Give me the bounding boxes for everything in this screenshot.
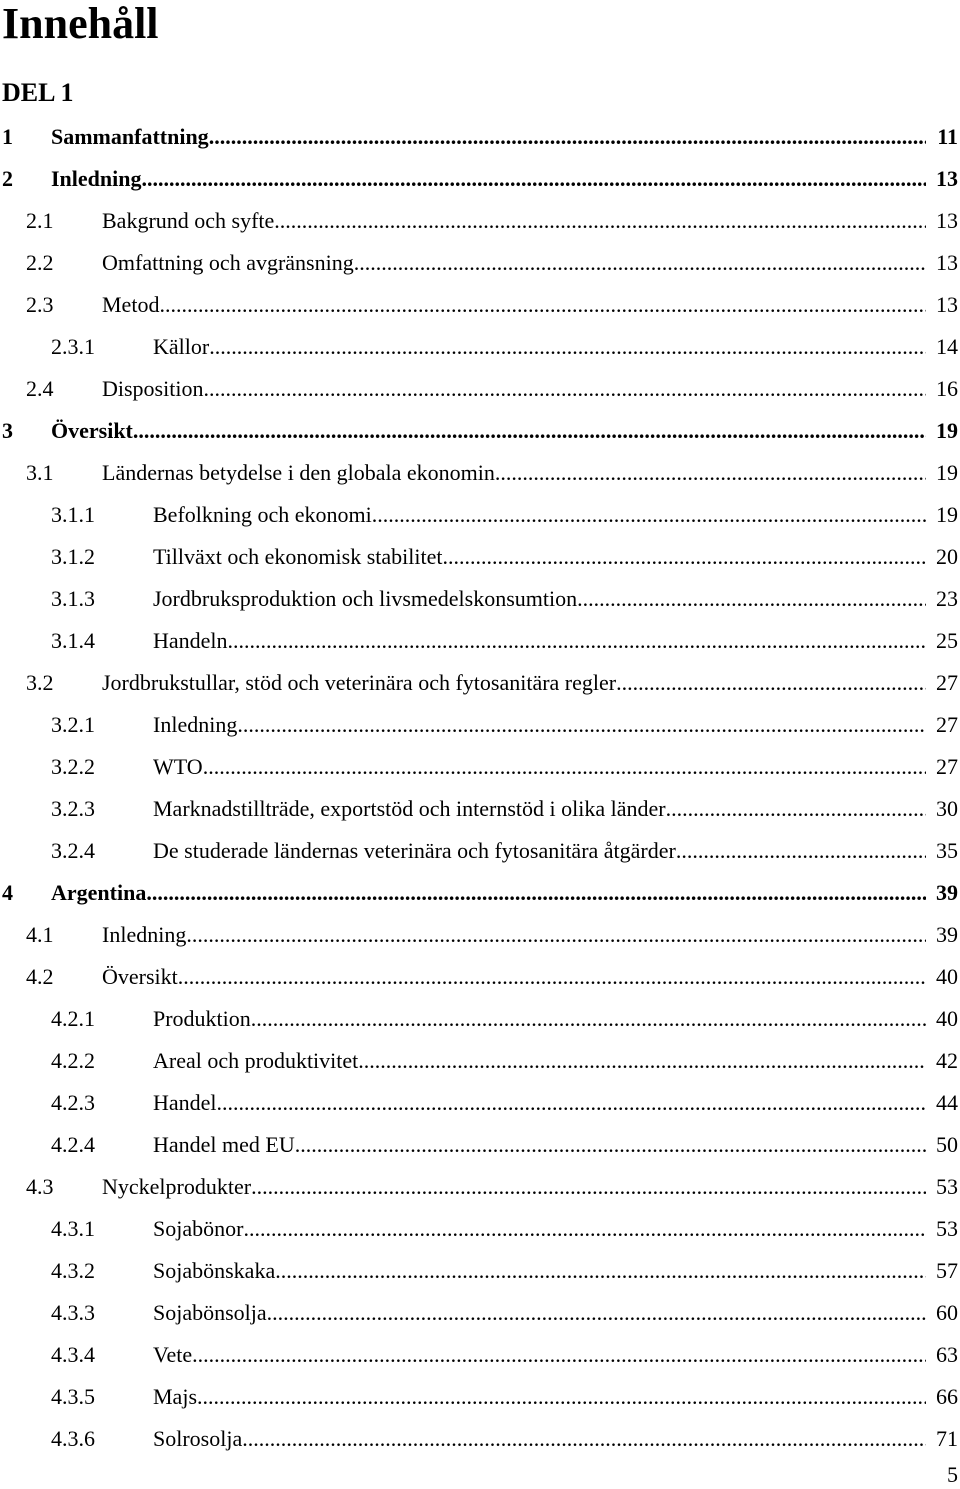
toc-entry-leader [153, 1208, 926, 1250]
toc-entry-page: 16 [936, 376, 958, 401]
toc-entry-label: Metod [102, 292, 160, 317]
toc-entry-number: 2.3.1 [51, 334, 95, 359]
toc-entry-leader [51, 158, 926, 200]
toc-entry-label: Nyckelprodukter [102, 1174, 252, 1199]
toc-dot-leader [275, 1250, 926, 1292]
toc-entry-leader [102, 1166, 926, 1208]
toc-entry-number: 4.2 [26, 964, 54, 989]
toc-entry-leader [102, 956, 926, 998]
toc-entry-page: 13 [936, 166, 958, 191]
toc-entry[interactable] [0, 830, 960, 872]
toc-entry-label: Solrosolja [153, 1426, 243, 1451]
toc-entry-leader [153, 1418, 926, 1460]
toc-dot-leader [237, 704, 926, 746]
toc-entry-leader [153, 326, 926, 368]
toc-entry[interactable] [0, 116, 960, 158]
toc-entry-leader [153, 788, 926, 830]
toc-entry-label: Argentina [51, 880, 147, 905]
toc-entry-label: Handel [153, 1090, 217, 1115]
toc-entry-label: Sojabönor [153, 1216, 244, 1241]
toc-entry-number: 4.3.5 [51, 1384, 95, 1409]
toc-entry-number: 4.1 [26, 922, 54, 947]
toc-entry-page: 57 [936, 1258, 958, 1283]
toc-entry-label: Översikt [102, 964, 178, 989]
toc-entry-number: 4.3.6 [51, 1426, 95, 1451]
toc-dot-leader [676, 830, 926, 872]
toc-entry-label: Befolkning och ekonomi [153, 502, 372, 527]
toc-entry-page: 25 [936, 628, 958, 653]
toc-entry-number: 4.2.4 [51, 1132, 95, 1157]
toc-entry[interactable] [0, 662, 960, 704]
toc-entry[interactable] [0, 326, 960, 368]
toc-entry-leader [153, 1376, 926, 1418]
toc-entry-label: Inledning [51, 166, 142, 191]
part-heading: DEL 1 [2, 78, 74, 107]
toc-entry-number: 4.3 [26, 1174, 54, 1199]
toc-entry-leader [153, 998, 926, 1040]
toc-entry-number: 3.1 [26, 460, 54, 485]
toc-entry-label: Jordbruksproduktion och livsmedelskonsumtion [153, 586, 578, 611]
toc-entry-leader [153, 536, 926, 578]
toc-entry[interactable] [0, 788, 960, 830]
toc-entry-number: 4.3.2 [51, 1258, 95, 1283]
toc-entry-page: 40 [936, 964, 958, 989]
toc-entry-number: 2.1 [26, 208, 54, 233]
toc-dot-leader [274, 200, 926, 242]
toc-entry-number: 2.3 [26, 292, 54, 317]
toc-entry-label: Inledning [153, 712, 238, 737]
toc-dot-leader [142, 158, 927, 200]
toc-dot-leader [666, 788, 926, 830]
toc-entry-label: Källor [153, 334, 210, 359]
toc-entry-number: 3 [2, 418, 13, 443]
toc-entry-leader [102, 368, 926, 410]
toc-entry-label: De studerade ländernas veterinära och fytosanitära åtgärder [153, 838, 676, 863]
toc-entry-number: 4.3.3 [51, 1300, 95, 1325]
toc-entry-leader [102, 662, 926, 704]
toc-entry-number: 4.3.1 [51, 1216, 95, 1241]
toc-entry[interactable] [0, 1250, 960, 1292]
toc-entry-number: 3.2 [26, 670, 54, 695]
toc-entry-leader [102, 284, 926, 326]
toc-entry-leader [153, 1082, 926, 1124]
toc-dot-leader [295, 1124, 926, 1166]
toc-dot-leader [495, 452, 926, 494]
toc-entry-number: 3.1.3 [51, 586, 95, 611]
toc-dot-leader [209, 116, 926, 158]
toc-dot-leader [354, 242, 926, 284]
toc-entry-page: 23 [936, 586, 958, 611]
toc-entry-page: 53 [936, 1216, 958, 1241]
toc-dot-leader [197, 1376, 926, 1418]
toc-entry-page: 63 [936, 1342, 958, 1367]
toc-entry-number: 3.2.4 [51, 838, 95, 863]
toc-entry-page: 50 [936, 1132, 958, 1157]
toc-dot-leader [192, 1334, 926, 1376]
toc-entry-number: 4.2.2 [51, 1048, 95, 1073]
toc-entry-label: Sammanfattning [51, 124, 209, 149]
page-title: Innehåll [2, 0, 159, 48]
toc-entry-number: 3.2.1 [51, 712, 95, 737]
toc-entry[interactable] [0, 1124, 960, 1166]
toc-entry-page: 19 [936, 502, 958, 527]
toc-entry-leader [153, 620, 926, 662]
toc-entry-number: 4.2.3 [51, 1090, 95, 1115]
toc-entry[interactable] [0, 1040, 960, 1082]
toc-entry[interactable] [0, 1082, 960, 1124]
toc-entry[interactable] [0, 704, 960, 746]
toc-entry[interactable] [0, 494, 960, 536]
toc-entry-label: Areal och produktivitet [153, 1048, 359, 1073]
toc-entry-page: 19 [936, 460, 958, 485]
toc-entry-label: Disposition [102, 376, 204, 401]
toc-entry-leader [153, 1334, 926, 1376]
toc-dot-leader [203, 368, 926, 410]
toc-entry[interactable] [0, 956, 960, 998]
toc-entry-page: 53 [936, 1174, 958, 1199]
toc-entry-page: 42 [936, 1048, 958, 1073]
toc-dot-leader [251, 998, 926, 1040]
toc-entry-label: Vete [153, 1342, 193, 1367]
toc-entry-label: Översikt [51, 418, 133, 443]
toc-entry-page: 13 [936, 250, 958, 275]
toc-entry-leader [153, 1124, 926, 1166]
toc-entry-page: 27 [936, 670, 958, 695]
toc-entry-number: 3.1.1 [51, 502, 95, 527]
toc-entry[interactable] [0, 200, 960, 242]
toc-entry[interactable] [0, 368, 960, 410]
toc-entry-leader [153, 746, 926, 788]
toc-entry[interactable] [0, 872, 960, 914]
toc-entry-label: WTO [153, 754, 203, 779]
toc-entry-leader [102, 452, 926, 494]
toc-dot-leader [203, 746, 926, 788]
toc-dot-leader [616, 662, 926, 704]
toc-dot-leader [186, 914, 926, 956]
toc-entry-leader [153, 830, 926, 872]
toc-entry-page: 20 [936, 544, 958, 569]
toc-entry-number: 2.2 [26, 250, 54, 275]
toc-entry-leader [153, 494, 926, 536]
toc-entry-label: Tillväxt och ekonomisk stabilitet [153, 544, 443, 569]
toc-entry-label: Sojabönskaka [153, 1258, 276, 1283]
toc-entry-number: 2.4 [26, 376, 54, 401]
toc-entry-page: 35 [936, 838, 958, 863]
toc-dot-leader [159, 284, 926, 326]
toc-entry-page: 66 [936, 1384, 958, 1409]
toc-entry-label: Omfattning och avgränsning [102, 250, 354, 275]
toc-dot-leader [178, 956, 926, 998]
toc-entry[interactable] [0, 242, 960, 284]
toc-entry-leader [51, 116, 926, 158]
toc-entry-label: Inledning [102, 922, 187, 947]
toc-entry[interactable] [0, 1292, 960, 1334]
toc-entry-number: 4 [2, 880, 13, 905]
toc-entry-label: Sojabönsolja [153, 1300, 267, 1325]
toc-dot-leader [228, 620, 926, 662]
toc-entry-page: 44 [936, 1090, 958, 1115]
toc-entry-number: 2 [2, 166, 13, 191]
toc-entry-label: Marknadstillträde, exportstöd och internstöd i olika länder [153, 796, 666, 821]
toc-entry-page: 13 [936, 208, 958, 233]
toc-dot-leader [251, 1166, 926, 1208]
toc-entry-number: 3.1.2 [51, 544, 95, 569]
toc-entry-page: 39 [936, 922, 958, 947]
toc-entry-page: 13 [936, 292, 958, 317]
toc-entry-leader [51, 872, 926, 914]
toc-entry[interactable] [0, 620, 960, 662]
toc-entry-leader [102, 242, 926, 284]
toc-entry-leader [153, 1040, 926, 1082]
toc-entry-leader [51, 410, 926, 452]
toc-entry-page: 39 [936, 880, 958, 905]
toc-entry[interactable] [0, 1334, 960, 1376]
toc-entry[interactable] [0, 1208, 960, 1250]
toc-entry[interactable] [0, 578, 960, 620]
toc-entry[interactable] [0, 452, 960, 494]
toc-dot-leader [358, 1040, 926, 1082]
toc-entry-label: Jordbrukstullar, stöd och veterinära och fytosanitära regler [102, 670, 617, 695]
toc-entry-number: 3.2.3 [51, 796, 95, 821]
toc-entry-leader [153, 578, 926, 620]
toc-dot-leader [267, 1292, 926, 1334]
toc-entry[interactable] [0, 284, 960, 326]
toc-dot-leader [243, 1208, 926, 1250]
toc-entry-page: 40 [936, 1006, 958, 1031]
toc-entry[interactable] [0, 1418, 960, 1460]
toc-dot-leader [577, 578, 926, 620]
toc-entry-number: 3.1.4 [51, 628, 95, 653]
toc-entry[interactable] [0, 536, 960, 578]
toc-entry-number: 4.2.1 [51, 1006, 95, 1031]
toc-dot-leader [146, 872, 926, 914]
toc-entry[interactable] [0, 998, 960, 1040]
toc-entry-page: 71 [936, 1426, 958, 1451]
toc-dot-leader [372, 494, 926, 536]
toc-dot-leader [242, 1418, 926, 1460]
toc-entry[interactable] [0, 1376, 960, 1418]
toc-entry-leader [153, 704, 926, 746]
toc-entry-leader [102, 914, 926, 956]
toc-entry-label: Produktion [153, 1006, 251, 1031]
toc-entry-label: Bakgrund och syfte [102, 208, 275, 233]
toc-dot-leader [209, 326, 926, 368]
toc-entry-number: 1 [2, 124, 13, 149]
toc-entry-number: 3.2.2 [51, 754, 95, 779]
toc-entry-page: 27 [936, 754, 958, 779]
toc-entry-leader [153, 1292, 926, 1334]
toc-entry[interactable] [0, 1166, 960, 1208]
toc-entry-page: 27 [936, 712, 958, 737]
toc-entry-leader [153, 1250, 926, 1292]
toc-dot-leader [217, 1082, 926, 1124]
page-number: 5 [947, 1462, 958, 1487]
toc-entry-number: 4.3.4 [51, 1342, 95, 1367]
toc-entry[interactable] [0, 410, 960, 452]
toc-dot-leader [133, 410, 926, 452]
toc-entry-page: 60 [936, 1300, 958, 1325]
toc-entry[interactable] [0, 158, 960, 200]
toc-entry-label: Majs [153, 1384, 197, 1409]
toc-entry[interactable] [0, 914, 960, 956]
toc-entry-page: 30 [936, 796, 958, 821]
toc-entry-label: Handeln [153, 628, 228, 653]
toc-dot-leader [442, 536, 926, 578]
toc-entry-label: Handel med EU [153, 1132, 295, 1157]
toc-entry-leader [102, 200, 926, 242]
toc-entry-page: 19 [936, 418, 958, 443]
toc-entry-page: 11 [937, 124, 958, 149]
toc-entry-page: 14 [936, 334, 958, 359]
toc-entry-label: Ländernas betydelse i den globala ekonomin [102, 460, 495, 485]
toc-entry[interactable] [0, 746, 960, 788]
